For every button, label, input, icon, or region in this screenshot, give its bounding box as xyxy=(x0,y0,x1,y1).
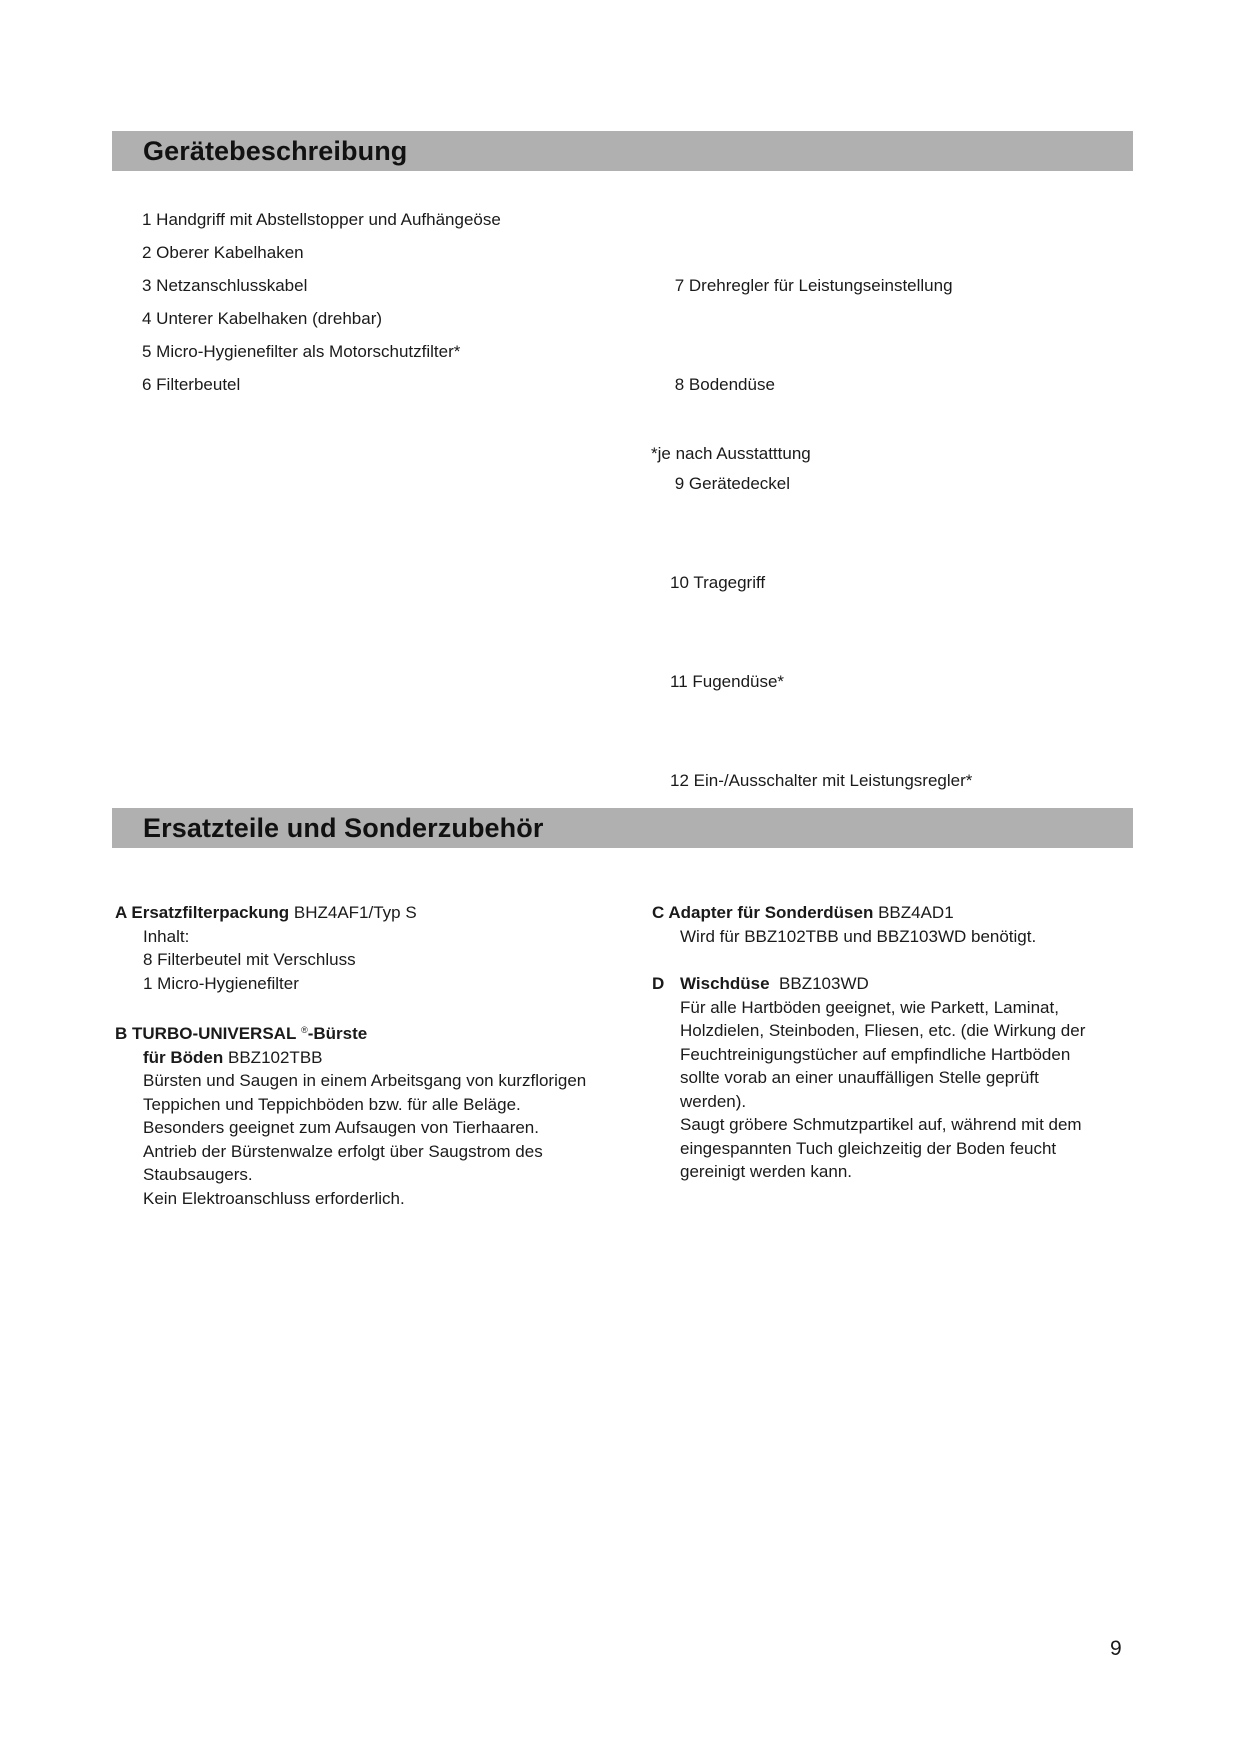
text-line: Saugt gröbere Schmutzpartikel auf, während mit dem xyxy=(680,1115,1082,1134)
text-line: Staubsaugers. xyxy=(143,1165,253,1184)
list-item: 4 Unterer Kabelhaken (drehbar) xyxy=(142,309,383,328)
accessory-a-code: BHZ4AF1/Typ S xyxy=(289,903,417,922)
accessory-c xyxy=(652,901,1172,948)
list-item: 10 Tragegriff xyxy=(670,573,766,592)
accessory-a xyxy=(115,901,655,995)
text-line: Bürsten und Saugen in einem Arbeitsgang von kurzflorigen xyxy=(143,1071,587,1090)
parts-list-right xyxy=(670,203,972,830)
text-line: Wird für BBZ102TBB und BBZ103WD benötigt. xyxy=(680,926,1037,946)
list-item: 11 Fugendüse* xyxy=(670,672,785,691)
list-item: 1 Handgriff mit Abstellstopper und Aufhängeöse xyxy=(142,210,501,229)
accessory-c-code: BBZ4AD1 xyxy=(873,903,954,922)
parts-list-left xyxy=(142,203,501,401)
list-item: 2 Oberer Kabelhaken xyxy=(142,243,304,262)
accessory-b-title: B TURBO-UNIVERSAL xyxy=(115,1024,297,1043)
text-line: Für alle Hartböden geeignet, wie Parkett, Laminat, xyxy=(680,997,1059,1017)
text-line: Kein Elektroanschluss erforderlich. xyxy=(143,1188,405,1208)
list-item: 9 Gerätedeckel xyxy=(670,474,791,493)
text-line: Teppichen und Teppichböden bzw. für alle Beläge. xyxy=(143,1094,521,1114)
text-line: werden). xyxy=(680,1091,747,1111)
accessory-a-title: A Ersatzfilterpackung xyxy=(115,903,290,922)
list-item: 3 Netzanschlusskabel xyxy=(142,276,308,295)
text-line: Antrieb der Bürstenwalze erfolgt über Saugstrom des xyxy=(143,1141,543,1161)
page-number: 9 xyxy=(1110,1637,1122,1660)
accessory-c-title: C Adapter für Sonderdüsen xyxy=(652,903,874,922)
accessory-d-code: BBZ103WD xyxy=(769,974,869,993)
list-item: 5 Micro-Hygienefilter als Motorschutzfilter* xyxy=(142,342,461,361)
list-item: 12 Ein-/Ausschalter mit Leistungsregler* xyxy=(670,771,973,790)
section-header-geraetebeschreibung xyxy=(112,131,1133,171)
text-line: 1 Micro-Hygienefilter xyxy=(143,973,299,993)
text-line: Feuchtreinigungstücher auf empfindliche Hartböden xyxy=(680,1044,1071,1064)
accessory-d xyxy=(652,972,1192,1184)
accessory-b-code: BBZ102TBB xyxy=(223,1047,323,1067)
text-line: eingespannten Tuch gleichzeitig der Boden feucht xyxy=(680,1138,1057,1158)
text-line: 8 Filterbeutel mit Verschluss xyxy=(143,950,356,969)
section-title: Gerätebeschreibung xyxy=(143,136,408,166)
text-line: gereinigt werden kann. xyxy=(680,1162,853,1181)
accessory-b-subtitle: für Böden xyxy=(143,1047,224,1067)
text-line: sollte vorab an einer unauffälligen Stelle geprüft xyxy=(680,1068,1039,1087)
footnote: *je nach Ausstatttung xyxy=(651,444,811,463)
accessory-d-title: Wischdüse xyxy=(680,974,770,993)
accessory-b xyxy=(115,1019,675,1210)
list-item: 8 Bodendüse xyxy=(670,375,775,394)
list-item: 6 Filterbeutel xyxy=(142,375,241,394)
registered-mark: ® xyxy=(301,1025,308,1035)
accessory-d-letter: D xyxy=(652,974,665,993)
text-line: Besonders geeignet zum Aufsaugen von Tierhaaren. xyxy=(143,1118,539,1137)
section-title: Ersatzteile und Sonderzubehör xyxy=(143,813,544,843)
text-line: Inhalt: xyxy=(143,926,190,946)
accessory-b-title-suffix: -Bürste xyxy=(307,1024,368,1043)
text-line: Holzdielen, Steinboden, Fliesen, etc. (die Wirkung der xyxy=(680,1021,1086,1040)
list-item: 7 Drehregler für Leistungseinstellung xyxy=(670,276,953,295)
section-header-ersatzteile xyxy=(112,808,1133,848)
